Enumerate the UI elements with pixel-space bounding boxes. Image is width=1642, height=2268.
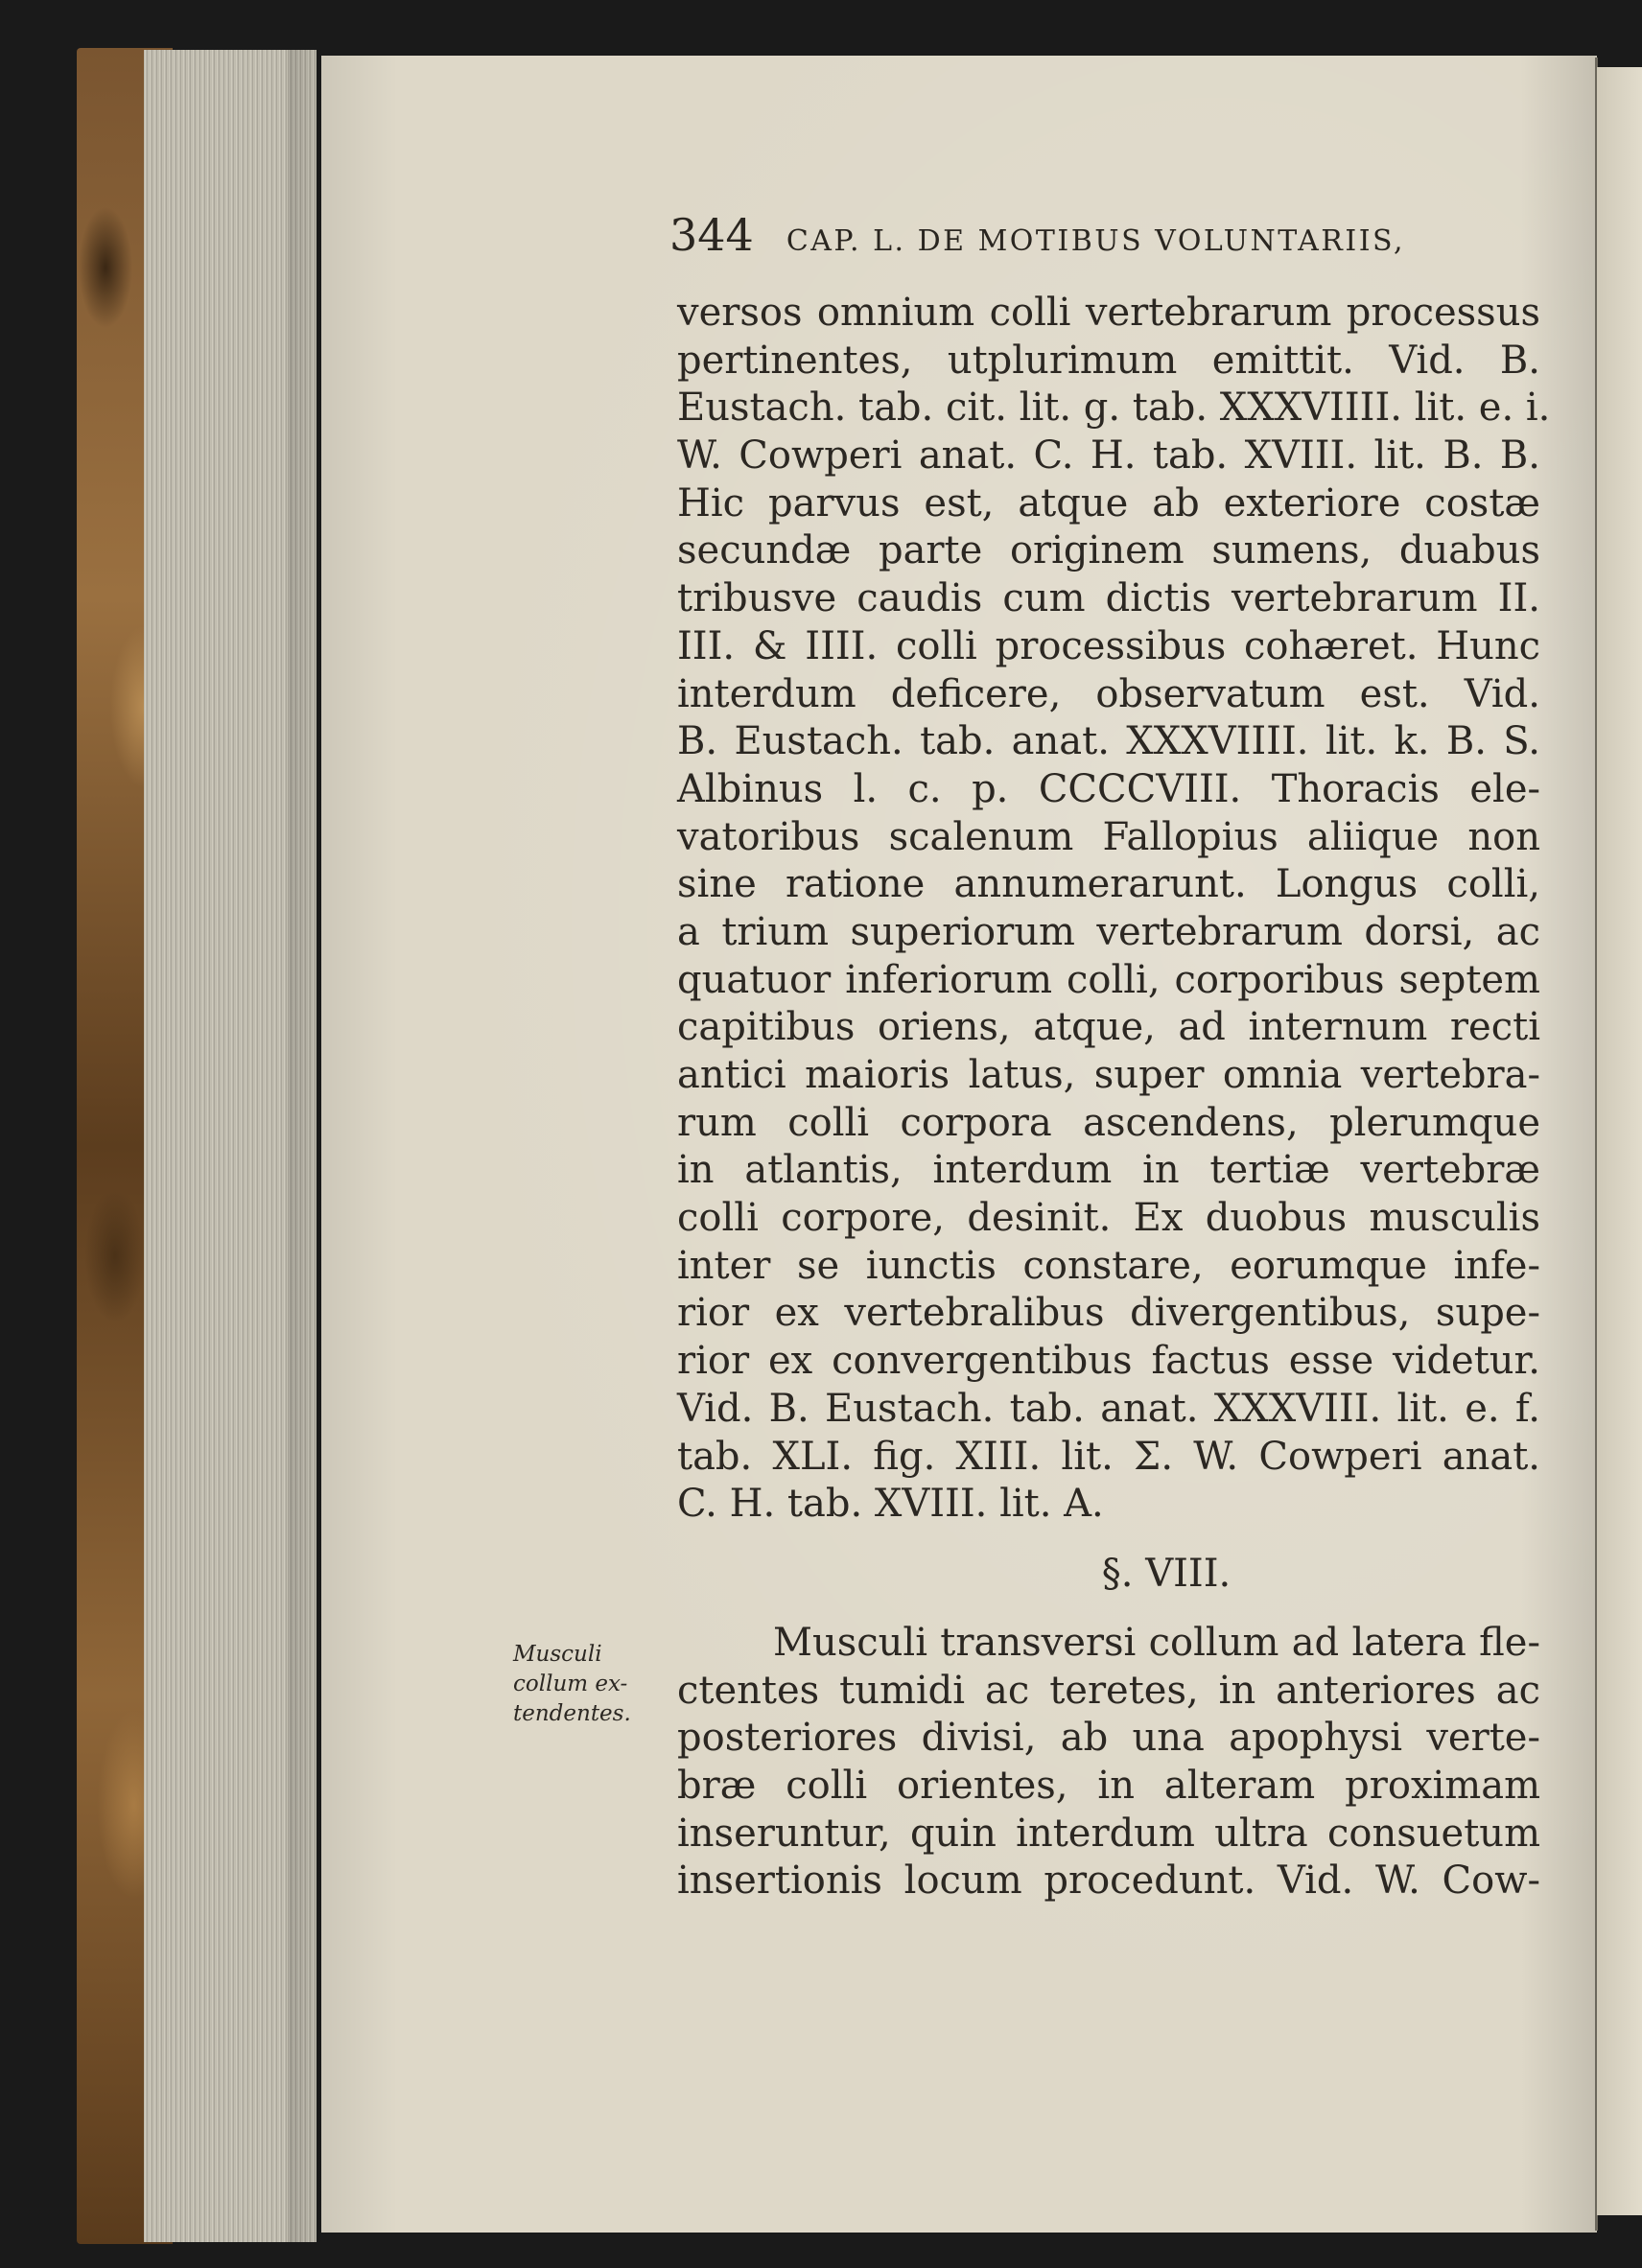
text-line: in atlantis, interdum in tertiæ vertebræ	[677, 1148, 1540, 1193]
text-line: sine ratione annumerarunt. Longus colli,	[677, 862, 1540, 907]
text-line: rum colli corpora ascendens, plerumque	[677, 1100, 1540, 1145]
text-line: W. Cowperi anat. C. H. tab. XVIII. lit. B. B.	[677, 433, 1540, 479]
text-line: versos omnium colli vertebrarum processus	[677, 291, 1540, 335]
running-title: CAP. L. DE MOTIBUS VOLUNTARIIS,	[786, 224, 1406, 258]
text-line: capitibus oriens, atque, ad internum recti	[677, 1005, 1540, 1050]
text-line: tab. XLI. fig. XIII. lit. Σ. W. Cowperi anat.	[677, 1434, 1540, 1479]
text-line: B. Eustach. tab. anat. XXXVIIII. lit. k. B. S.	[677, 719, 1540, 764]
text-line: inter se iunctis constare, eorumque infe-	[677, 1243, 1540, 1288]
text-line	[677, 1620, 1540, 1668]
text-line: pertinentes, utplurimum emittit. Vid. B.	[677, 338, 1540, 383]
text-line: a trium superiorum vertebrarum dorsi, ac	[677, 909, 1540, 954]
text-line: bræ colli orientes, in alteram proximam	[677, 1763, 1540, 1808]
marginal-note-line: collum ex-	[513, 1672, 628, 1696]
section-first-line: Musculi transversi collum ad latera fle-	[773, 1620, 1540, 1665]
text-line: rior ex vertebralibus divergentibus, supe-	[677, 1291, 1540, 1336]
text-line: secundæ parte originem sumens, duabus	[677, 528, 1540, 573]
text-line: III. & IIII. colli processibus cohæret. Hunc	[677, 623, 1540, 668]
text-line: ctentes tumidi ac teretes, in anteriores ac	[677, 1668, 1540, 1713]
page-body-text	[677, 290, 1551, 1906]
text-line: posteriores divisi, ab una apophysi verte-	[677, 1716, 1540, 1761]
text-line: Hic parvus est, atque ab exteriore costæ	[677, 480, 1540, 526]
marginal-note-line: tendentes.	[513, 1701, 631, 1726]
marginal-note	[513, 1640, 676, 1729]
text-line: antici maioris latus, super omnia vertebra-	[677, 1053, 1540, 1097]
text-line: insertionis locum procedunt. Vid. W. Cow-	[677, 1859, 1540, 1904]
text-line: tribusve caudis cum dictis vertebrarum II.	[677, 576, 1540, 621]
text-line: vatoribus scalenum Fallopius aliique non	[677, 814, 1540, 859]
marginal-note-line: Musculi	[513, 1642, 602, 1667]
text-line: inseruntur, quin interdum ultra consuetum	[677, 1811, 1540, 1856]
text-line: colli corpore, desinit. Ex duobus musculis	[677, 1196, 1540, 1241]
page-header	[669, 209, 1504, 267]
text-line: rior ex convergentibus factus esse videtur.	[677, 1339, 1540, 1384]
section-heading: §. VIII.	[1101, 1551, 1232, 1596]
text-line: Vid. B. Eustach. tab. anat. XXXVIII. lit. e. f.	[677, 1386, 1540, 1431]
text-line: interdum deficere, observatum est. Vid.	[677, 671, 1540, 716]
text-line: quatuor inferiorum colli, corporibus septem	[677, 957, 1540, 1002]
text-line: Albinus l. c. p. CCCCVIII. Thoracis ele-	[677, 766, 1540, 811]
page-edges-shadow	[288, 50, 326, 2242]
facing-page-edge	[1597, 67, 1642, 2215]
text-line: Eustach. tab. cit. lit. g. tab. XXXVIIII. lit. e. i.	[677, 386, 1551, 431]
text-line: C. H. tab. XVIII. lit. A.	[677, 1482, 1104, 1527]
page-number: 344	[669, 209, 754, 261]
